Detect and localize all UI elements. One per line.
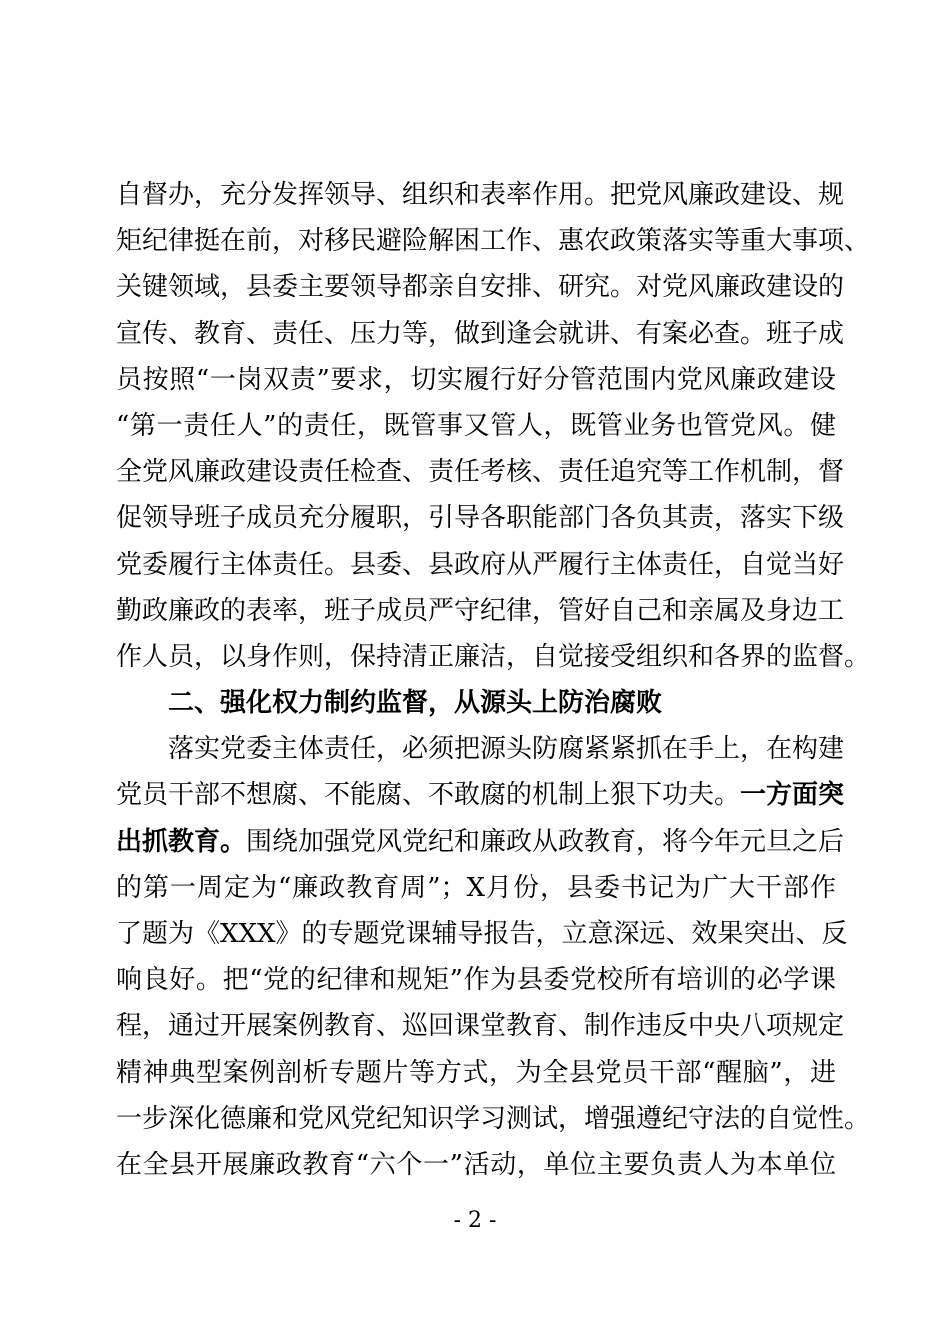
page-number: - 2 - — [453, 1208, 497, 1233]
paragraph-line: “第一责任人”的责任，既管事又管人，既管业务也管党风。健 — [116, 410, 836, 441]
paragraph-line: 全党风廉政建设责任检查、责任考核、责任追究等工作机制，督 — [116, 457, 845, 488]
body-text — [116, 172, 871, 1188]
paragraph-line: 在全县开展廉政教育“六个一”活动，单位主要负责人为本单位 — [116, 1149, 836, 1180]
paragraph-line: 响良好。把“党的纪律和规矩”作为县委党校所有培训的必学课 — [116, 965, 836, 996]
section-heading: 二、强化权力制约监督，从源头上防治腐败 — [168, 688, 663, 719]
paragraph-line: 党委履行主体责任。县委、县政府从严履行主体责任，自觉当好 — [116, 549, 845, 580]
paragraph-line: 勤政廉政的表率，班子成员严守纪律，管好自己和亲属及身边工 — [116, 595, 845, 626]
paragraph-line: 自督办，充分发挥领导、组织和表率作用。把党风廉政建设、规 — [116, 180, 845, 210]
paragraph-line: 的第一周定为“廉政教育周”；X月份，县委书记为广大干部作 — [116, 872, 836, 903]
paragraph-line: 宣传、教育、责任、压力等，做到逢会就讲、有案必查。班子成 — [116, 318, 845, 349]
paragraph-line — [116, 772, 845, 818]
paragraph-line: 程，通过开展案例教育、巡回课堂教育、制作违反中央八项规定 — [116, 1011, 845, 1042]
paragraph-text: 围绕加强党风党纪和廉政从政教育，将今年元旦之后 — [246, 826, 845, 857]
paragraph-line: 一步深化德廉和党风党纪知识学习测试，增强遵纪守法的自觉性。 — [116, 1103, 871, 1134]
paragraph-line: 精神典型案例剖析专题片等方式，为全县党员干部“醒脑”，进 — [116, 1057, 836, 1088]
paragraph-line — [116, 819, 845, 865]
paragraph-line: 关键领域，县委主要领导都亲自安排、研究。对党风廉政建设的 — [116, 272, 845, 303]
paragraph-line: 促领导班子成员充分履职，引导各职能部门各负其责，落实下级 — [116, 503, 845, 534]
paragraph-text: 党员干部不想腐、不能腐、不敢腐的机制上狠下功夫。 — [116, 780, 741, 811]
emphasis-text: 一方面突 — [740, 780, 845, 811]
paragraph-line: 落实党委主体责任，必须把源头防腐紧紧抓在手上，在构建 — [168, 734, 845, 765]
paragraph-line: 矩纪律挺在前，对移民避险解困工作、惠农政策落实等重大事项、 — [116, 226, 871, 257]
paragraph-line: 员按照“一岗双责”要求，切实履行好分管范围内党风廉政建设 — [116, 364, 836, 395]
paragraph-line: 作人员，以身作则，保持清正廉洁，自觉接受组织和各界的监督。 — [116, 641, 871, 672]
emphasis-text: 出抓教育。 — [116, 826, 247, 857]
paragraph-line: 了题为《XXX》的专题党课辅导报告，立意深远、效果突出、反 — [116, 919, 848, 949]
